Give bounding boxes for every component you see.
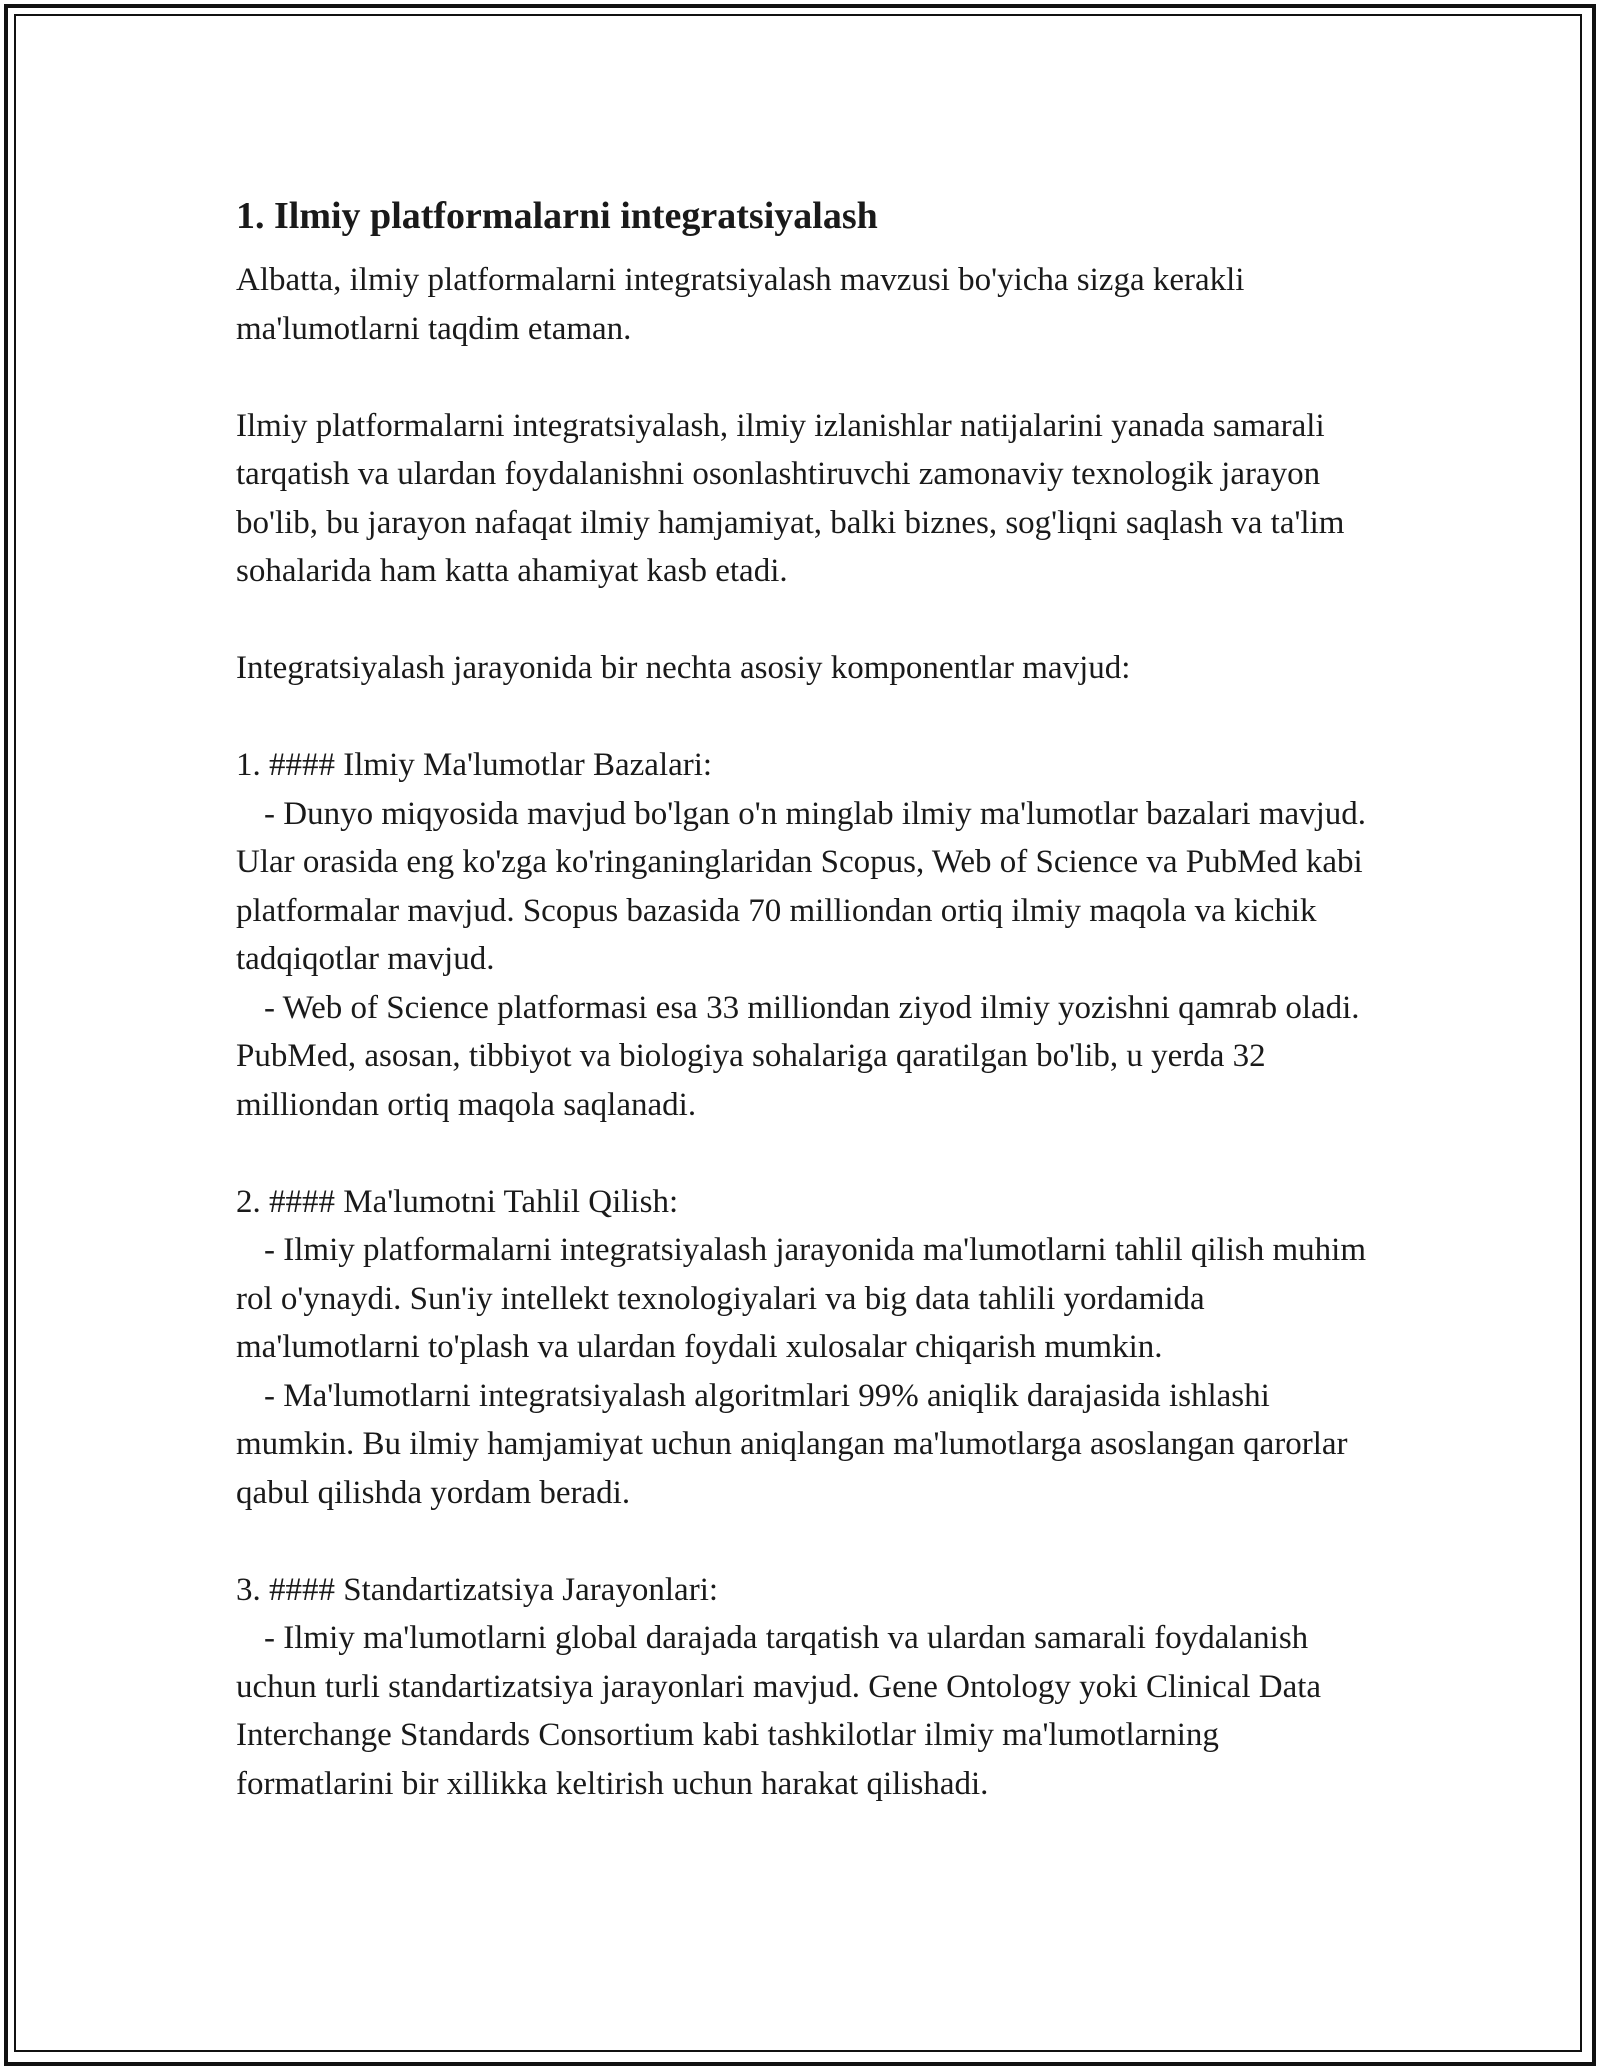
section-bullet: - Dunyo miqyosida mavjud bo'lgan o'n minglab ilmiy ma'lumotlar bazalari mavjud. Ular orasida eng ko'zga ko'ringaninglaridan Scopus, Web of Science va PubMed kabi platformalar mavjud. Scopus bazasida 70 milliondan ortiq ilmiy maqola va kichik tadqiqotlar mavjud. xyxy=(236,795,1367,977)
section-databases xyxy=(236,741,1376,1129)
section-standardization xyxy=(236,1566,1376,1809)
components-intro: Integratsiyalash jarayonida bir nechta asosiy komponentlar mavjud: xyxy=(236,650,1131,686)
section-bullet: - Web of Science platformasi esa 33 milliondan ziyod ilmiy yozishni qamrab oladi. PubMed, asosan, tibbiyot va biologiya sohalariga qaratilgan bo'lib, u yerda 32 milliondan ortiq maqola saqlanadi. xyxy=(236,989,1360,1123)
section-heading: 3. #### Standartizatsiya Jarayonlari: xyxy=(236,1571,719,1608)
section-heading: 1. #### Ilmiy Ma'lumotlar Bazalari: xyxy=(236,747,713,783)
section-bullet: - Ilmiy ma'lumotlarni global darajada tarqatish va ulardan samarali foydalanish uchun turli standartizatsiya jarayonlari mavjud. Gene Ontology yoki Clinical Data Interchange Standards Consortium kabi tashkilotlar ilmiy ma'lumotlarning formatlarini bir xillikka keltirish uchun harakat qilishadi. xyxy=(236,1620,1322,1802)
overview-paragraph: Ilmiy platformalarni integratsiyalash, ilmiy izlanishlar natijalarini yanada samarali tarqatish va ulardan foydalanishni osonlashtiruvchi zamonaviy texnologik jarayon bo'lib, bu jarayon nafaqat ilmiy hamjamiyat, balki biznes, sog'liqni saqlash va ta'lim sohalarida ham katta ahamiyat kasb etadi. xyxy=(236,407,1345,589)
section-analysis xyxy=(236,1178,1376,1518)
section-bullet: - Ilmiy platformalarni integratsiyalash jarayonida ma'lumotlarni tahlil qilish muhim rol o'ynaydi. Sun'iy intellekt texnologiyalari va big data tahlili yordamida ma'lumotlarni to'plash va ulardan foydali xulosalar chiqarish mumkin. xyxy=(236,1232,1367,1365)
document-title: 1. Ilmiy platformalarni integratsiyalash xyxy=(236,195,878,237)
document-body xyxy=(236,180,1376,1857)
intro-paragraph: Albatta, ilmiy platformalarni integratsiyalash mavzusi bo'yicha sizga kerakli ma'lumotlarni taqdim etaman. xyxy=(236,262,1245,347)
section-bullet: - Ma'lumotlarni integratsiyalash algoritmlari 99% aniqlik darajasida ishlashi mumkin. Bu ilmiy hamjamiyat uchun aniqlangan ma'lumotlarga asoslangan qarorlar qabul qilishda yordam beradi. xyxy=(236,1377,1348,1511)
section-heading: 2. #### Ma'lumotni Tahlil Qilish: xyxy=(236,1183,679,1220)
